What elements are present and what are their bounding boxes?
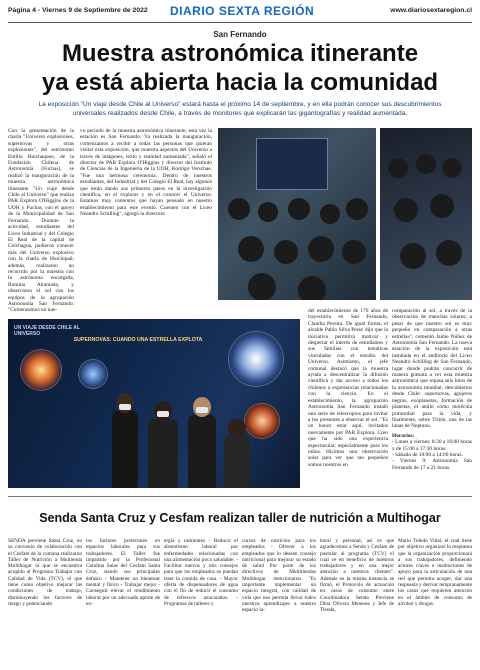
face-mask [119, 404, 131, 410]
nebula-image [228, 331, 284, 387]
audience-member [320, 204, 340, 224]
article2-column-2: los factores protectores en espacios laborales para sus trabajadores. El Taller fue impartido por la Profesional Carolina Salas del Cesfam Santa Cruz, siendo sus principales énfasis: - Mantener un bienestar mental y físico - Trabajar mejor - Conseguir elevar el rendimiento laboral por un adecuado aporte de en- [86, 538, 160, 607]
article-column-4-text: comparación al sol, a través de la observación de manchas solares; a pesar de que nuestro sol es muy pequeño en comparación a otras estrellas", comentó Jaime Núñez de Astronomía San Fernando. La nueva estación de la exposición está instalada en el auditorio del Liceo Neandro Schilling de San Fernando, lugar donde podrán concurrir de manera gratuita a ver esta muestra astronómica que repasa seis hitos de la astronomía mundial, descubiertos desde Chile: supernovas, agujeros negros, exoplanetas, formación de planetas, el anillo cómo molécula primordial para la vida, y finalmente, sobre Tritón, una de las lunas de Neptuno. [392, 308, 472, 430]
poster-title: UN VIAJE DESDE CHILE AL UNIVERSO [14, 325, 80, 337]
headline-line-2: ya está abierta hacia la comunidad [41, 69, 439, 96]
projection-screen [256, 138, 328, 190]
person-student [148, 419, 178, 488]
article-column-2: vo periodo de la muestra astronómica itinerante, esta vez la estación es San Fernando. Ya realizada la inauguración, comenzamos a recibir a todas las personas que quieran visitar esta exposición, que muestra aspectos del Universo a través de imágenes, texto y realidad aumentada", señaló el director de PAR Explora O'Higgins y director del Instituto de Ciencias de la Ingeniería de la UOH, Rodrigo Verschae. "Fue una hermosa ceremonia. Dentro de nuestros estudiantes, del Industrial y del Colegio El Real, hay algunos que están dando sus primeros pasos en la investigación científica, en el explorar y en el conocer el Universo. Estamos muy contentos que hayan pensado en nuestro establecimiento para este evento. Cuenten con el Liceo Neandro Schilling", agregó la directora [80, 128, 212, 218]
article-separator [8, 496, 472, 497]
student [394, 198, 418, 222]
article-column-4 [392, 308, 472, 471]
page-info: Página 4 - Viernes 9 de Septiembre de 2022 [8, 7, 148, 14]
star-image [78, 359, 108, 389]
student [416, 154, 436, 174]
article2-column-6: Mario Toledo Vidal, el cual tiene por objetivo organizar la respuesta que la organización proporcionará a sus trabajadores, definiendo actores claves e instituciones de apoyo para la articulación de una red que permita acoger, dar una respuesta y derivar tempranamente los casos que requieren atención en el ámbito de consumo de alcohol y drogas. [398, 538, 472, 607]
article2-column-5: boral y personal, así es que agradecemos a Senda y Cesfam de postular al programa (TCV) el cual ve en beneficio de nuestros trabajadores y en una mejor atención a nuestros clientes". Además en la misma instancia se firmó, el Protocolo de actuación en casos de consumo entre Coordinadora Senda Previene Dina Olivera Meneses y Jefe de Tienda, [320, 538, 394, 614]
student [436, 240, 462, 266]
newspaper-name: DIARIO SEXTA REGIÓN [170, 4, 315, 18]
headline-line-1: Muestra astronómica itinerante [61, 40, 419, 67]
article2-column-4: cursos de nutrición para los empleados - Ofrecer a los empleados que lo deseen consejo nutricional para mejorar su estado de salud Por parte de los directivos de Multitiendas Multihogar mencionaron "Es importante implementar un espacio integral, con calidad de vida que nos permita llevar todos nuestros aprendizajes a nuestro espacio la- [242, 538, 316, 614]
schedule-title: Horarios: [392, 432, 415, 439]
article2-column-3: ergía y nutrientes - Reducir el absentismo laboral por enfermedades relacionadas con una alimentación poco saludable. - Facilitar nuevos y mis consejos para que los empleados se puedan traer la comida de casa. - Mayor oferta de dispensadores de agua con el fin de reducir el consumo de refrescos azucarados. - Programas de talleres y [164, 538, 238, 607]
page-header [0, 0, 480, 24]
face-mask [196, 407, 208, 413]
schedule-item: - Lunes a viernes: 8:30 a 16:00 horas y de 15:00 a 17:30 horas. [392, 439, 472, 452]
audience-member [258, 202, 278, 222]
header-divider [8, 22, 472, 23]
schedule-item: - Viernes 9: Astronomía San Fernando de 17 a 21 horas. [392, 458, 472, 471]
poster-subtitle: SUPERNOVAS: CUANDO UNA ESTRELLA EXPLOTA [73, 337, 203, 343]
person-student [112, 411, 138, 488]
audience-member [274, 240, 298, 264]
photo-exhibition [8, 319, 300, 488]
article2-column-1: SENDA previene Santa Cruz, en su convenio de colaboración con el Cesfam de la comuna realizaron Taller de Nutrición a Multienda Multihogar la que se encuentra acogido al Programa Trabajar con Calidad de Vida (TCV), el que tiene como objetivo mejorar las condiciones de trabajo, disminuyendo los factores de riesgo y potenciando [8, 538, 82, 607]
photo-students [380, 128, 472, 300]
audience-member [298, 276, 326, 300]
article-column-1: Con la presentación de la charla "Universo explosiones, supernovas y otras explosiones", del astrónomo Emilio Huichaqueo, de la Fundación Chilena de Astronomía (Fuchas), se realizó la inauguración de la muestra astronómica itinerante "Un viaje desde Chile al Universo" que realiza PAR Explora O'Higgins de la UOH y Fuchas, con el apoyo de la Municipalidad de San Fernando. Durante la actividad, estudiantes del Liceo Industrial y del Colegio El Real de la capital de Colchagua, pudieron conocer más del Universo explosivo con la charla de Huichipañ; además, realizaron un recorrido por la muestra con la astrónoma encargada, Romina Ahumada, y observaron el sol con los equipos de la agrupación Astronomía San Fernando. "Comenzamos un nue- [8, 128, 74, 314]
article-column-3: del establecimiento de 176 años de trayectoria en San Fernando, Claudia Pereira. De igual forma, el alcalde Pablo Silva Pérez dijo que la iniciativa permitirá motivar y despertar el interés de estudiantes y sus familias con temáticas vinculadas con el estudio del Universo. Asimismo, el jefe comunal destacó que la muestra ayuda a descentralizar la difusión científica y dar acceso a todos los chilenos a experiencias relacionadas con la ciencia. En el establecimiento, la agrupación Astronomía San Fernando instaló una serie de telescopios para invitar a los presentes a observar el sol. "Es un honor estar aquí, invitados nuevamente por PAR Explora. Creo que ha sido una experiencia espectacular, especialmente para los niños. Hicimos una observación solar para ver que tan pequeños somos nosotros en [308, 308, 388, 468]
photo-auditorium [218, 128, 376, 300]
section-label: San Fernando [213, 30, 267, 39]
student [388, 158, 408, 178]
audience-member [288, 198, 310, 220]
schedule-item: - Sábado de 10:00 a 14:00 horas. [392, 451, 463, 458]
article-lead: La exposición "Un viaje desde Chile al Universo" estará hasta el próximo 14 de septiembre, y en ella podrán conocer sus descubrimientos universales realizados desde Chile, a través de monitores que explicarán las gigantografías y realidad aumentada. [38, 101, 442, 117]
supernova-image [20, 349, 62, 391]
headline-article-2: Senda Santa Cruz y Cesfam realizan taller de nutrición a Multihogar [39, 511, 441, 525]
student [400, 243, 426, 269]
person-student [224, 435, 250, 488]
website-link[interactable]: www.diariosextaregion.cl [390, 7, 472, 14]
planet-image [244, 403, 280, 439]
audience-member [346, 198, 368, 220]
person-student [188, 415, 216, 488]
student [442, 158, 462, 178]
audience-member [228, 198, 250, 220]
face-mask [157, 411, 169, 417]
audience-member [342, 240, 366, 264]
audience-member [248, 273, 276, 300]
audience-member [238, 236, 264, 262]
student [430, 194, 454, 218]
person-head [228, 419, 246, 437]
person-head [116, 393, 134, 413]
audience-member [308, 236, 334, 262]
